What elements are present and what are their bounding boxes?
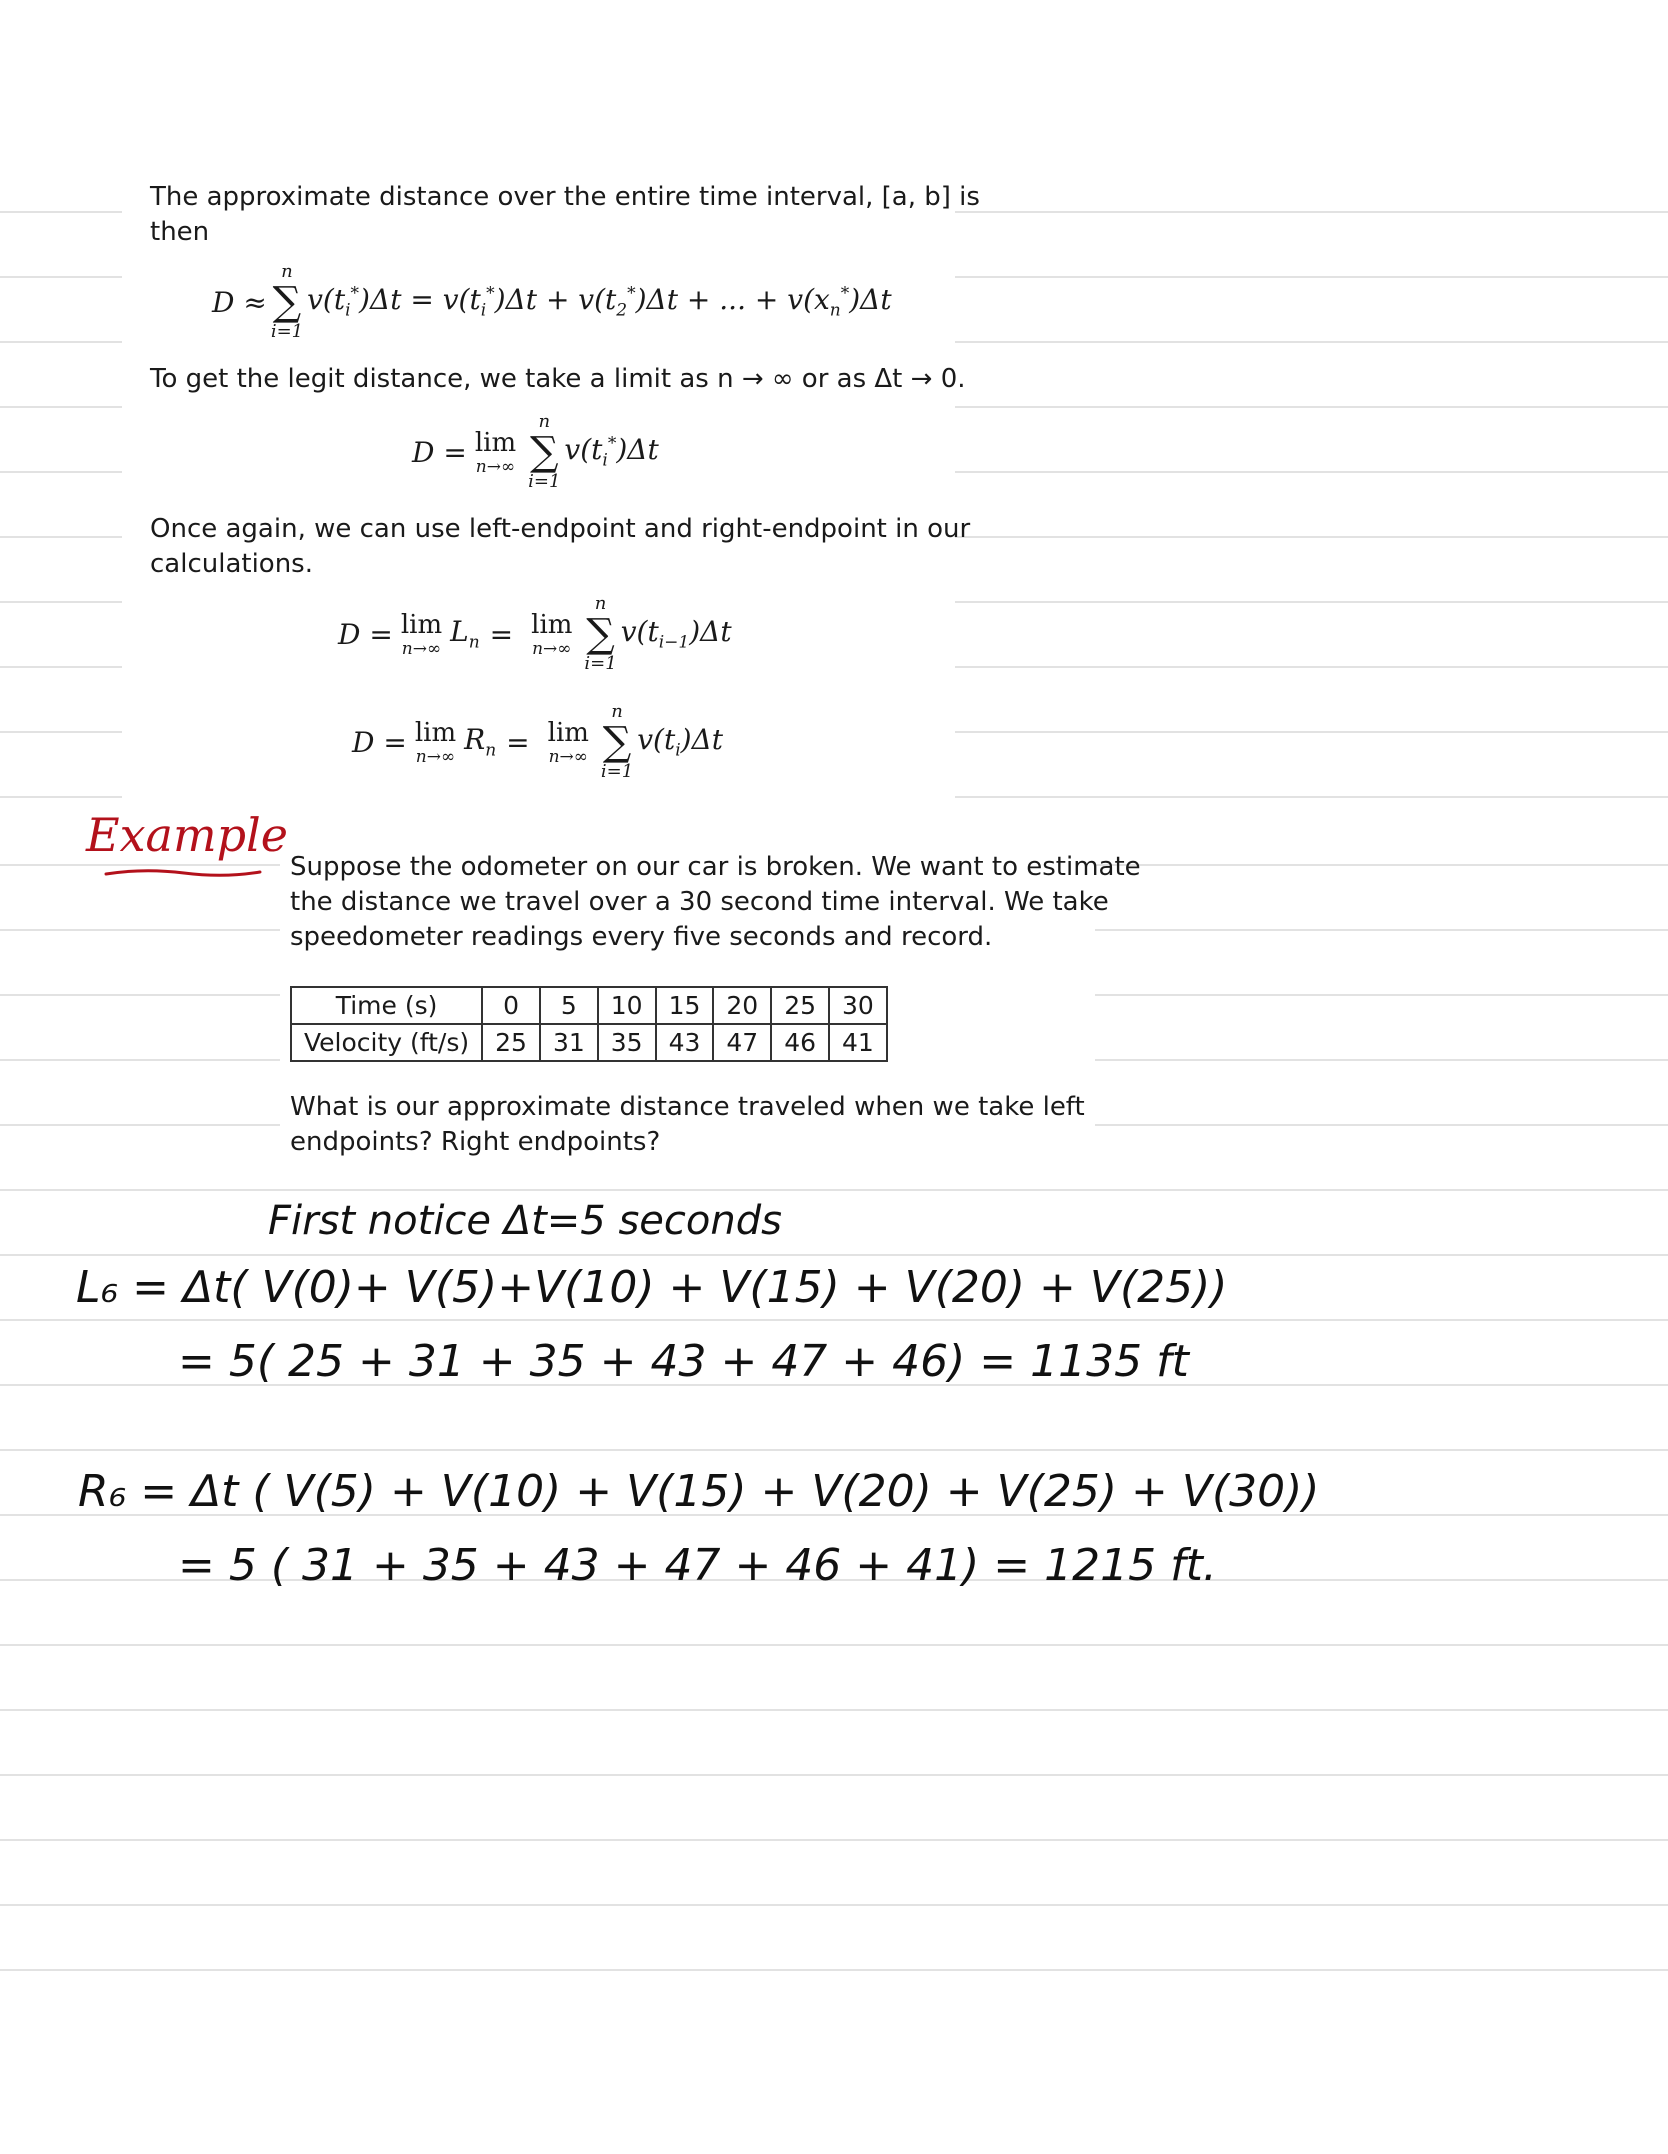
eq2-body-sub: i bbox=[602, 450, 608, 471]
limit-sentence: To get the legit distance, we take a limit as n → ∞ or as Δt → 0. bbox=[150, 364, 966, 394]
table-cell: 46 bbox=[771, 1024, 829, 1061]
table-cell: 41 bbox=[829, 1024, 887, 1061]
eq1-term2-end: )Δt + ... + v(x bbox=[635, 283, 830, 317]
table-cell: 30 bbox=[829, 987, 887, 1024]
handwritten-r6-line-2: = 5 ( 31 + 35 + 43 + 47 + 46 + 41) = 1215 ft. bbox=[178, 1540, 1217, 1591]
eq2-limit bbox=[475, 428, 516, 476]
eq4-equals: = bbox=[506, 725, 530, 759]
table-header-velocity: Velocity (ft/s) bbox=[291, 1024, 482, 1061]
eq1-expression bbox=[307, 283, 892, 321]
eq2-body-end: )Δt bbox=[616, 433, 659, 467]
eq2-sum-top: n bbox=[538, 411, 551, 432]
table-cell: 5 bbox=[540, 987, 598, 1024]
example-line-1: Suppose the odometer on our car is broken. We want to estimate bbox=[290, 852, 1141, 882]
eq4-sum-top: n bbox=[611, 701, 623, 722]
eq3-lhs: D = bbox=[338, 617, 393, 651]
eq2-lim-word: lim bbox=[474, 428, 517, 458]
eq4-sum-bottom: i=1 bbox=[600, 761, 634, 782]
velocity-table bbox=[290, 986, 888, 1062]
eq4-mid: R bbox=[464, 723, 486, 757]
eq4-lim-sub-1: n→∞ bbox=[415, 747, 456, 767]
eq1-term1-sup: * bbox=[486, 283, 495, 304]
equation-riemann-sum bbox=[212, 262, 892, 342]
question-line-2: endpoints? Right endpoints? bbox=[290, 1127, 661, 1157]
eq3-summation bbox=[584, 594, 616, 674]
eq3-lim-sub-1: n→∞ bbox=[401, 639, 442, 659]
table-cell: 15 bbox=[656, 987, 714, 1024]
eq1-term3-sup: * bbox=[840, 283, 850, 304]
eq1-lhs: D ≈ bbox=[212, 285, 267, 319]
eq2-lim-sub: n→∞ bbox=[475, 457, 516, 477]
example-text bbox=[290, 850, 1141, 955]
example-line-2: the distance we travel over a 30 second time interval. We take bbox=[290, 887, 1109, 917]
eq2-body: v(t bbox=[564, 433, 603, 467]
table-cell: 10 bbox=[598, 987, 656, 1024]
eq4-body-sub: i bbox=[675, 740, 681, 761]
table-header-time: Time (s) bbox=[291, 987, 482, 1024]
eq1-term1-sub: i bbox=[480, 300, 487, 321]
question-text bbox=[290, 1090, 1085, 1160]
table-cell: 43 bbox=[656, 1024, 714, 1061]
eq4-limit-1 bbox=[415, 718, 456, 766]
eq3-mid-sub: n bbox=[468, 632, 480, 653]
handwritten-r6-line-1: R₆ = Δt ( V(5) + V(10) + V(15) + V(20) + V(25) + V(30)) bbox=[78, 1466, 1320, 1517]
eq1-sum-top: n bbox=[281, 261, 293, 282]
once-again-line-2: calculations. bbox=[150, 549, 313, 579]
eq1-body-sub: i bbox=[345, 300, 351, 321]
eq3-equals: = bbox=[489, 617, 514, 651]
eq3-body-sub: i−1 bbox=[658, 632, 690, 653]
eq4-mid-sub: n bbox=[485, 740, 497, 761]
eq1-term3-sub: n bbox=[829, 300, 841, 321]
eq1-body-sup: * bbox=[350, 283, 360, 304]
eq4-body-end: )Δt bbox=[680, 723, 724, 757]
eq4-lim-word-1: lim bbox=[414, 718, 457, 748]
eq2-sum-bottom: i=1 bbox=[528, 471, 561, 492]
eq1-body: v(t bbox=[307, 283, 346, 317]
eq4-lhs: D = bbox=[352, 725, 407, 759]
eq1-summation bbox=[271, 262, 303, 342]
eq4-expression bbox=[637, 723, 723, 761]
eq1-term1-end: )Δt + v(t bbox=[494, 283, 617, 317]
eq4-lim-sub-2: n→∞ bbox=[548, 747, 588, 767]
eq3-lim-sub-2: n→∞ bbox=[532, 639, 572, 659]
eq3-mid: L bbox=[450, 615, 469, 649]
eq3-lim-word-1: lim bbox=[400, 610, 443, 640]
eq3-sum-bottom: i=1 bbox=[584, 653, 617, 674]
eq4-limit-2 bbox=[548, 718, 589, 766]
once-again-line-1: Once again, we can use left-endpoint and right-endpoint in our bbox=[150, 514, 971, 544]
example-underline bbox=[104, 866, 264, 880]
eq3-sum-top: n bbox=[594, 593, 607, 614]
eq3-limit-1 bbox=[401, 610, 442, 658]
equation-limit-sum bbox=[412, 412, 659, 492]
sigma-symbol: ∑ bbox=[586, 611, 615, 657]
eq3-expression bbox=[621, 615, 732, 653]
eq3-body-end: )Δt bbox=[689, 615, 732, 649]
table-cell: 0 bbox=[482, 987, 540, 1024]
sigma-symbol: ∑ bbox=[529, 429, 559, 475]
eq1-term3-end: )Δt bbox=[849, 283, 892, 317]
intro-line-2: then bbox=[150, 217, 210, 247]
eq1-term2-sup: * bbox=[627, 283, 636, 304]
once-again-paragraph bbox=[150, 512, 970, 582]
eq3-lim-word-2: lim bbox=[531, 610, 573, 640]
eq4-body: v(t bbox=[637, 723, 676, 757]
table-cell: 25 bbox=[482, 1024, 540, 1061]
table-cell: 25 bbox=[771, 987, 829, 1024]
example-line-3: speedometer readings every five seconds and record. bbox=[290, 922, 993, 952]
equation-left-endpoint bbox=[338, 594, 732, 674]
sigma-symbol: ∑ bbox=[602, 719, 632, 765]
eq3-body: v(t bbox=[620, 615, 659, 649]
table-cell: 35 bbox=[598, 1024, 656, 1061]
intro-paragraph bbox=[150, 180, 980, 250]
table-row-time bbox=[291, 987, 887, 1024]
eq4-lim-word-2: lim bbox=[547, 718, 589, 748]
eq4-summation bbox=[601, 702, 633, 782]
table-cell: 20 bbox=[713, 987, 771, 1024]
handwritten-l6-line-1: L₆ = Δt( V(0)+ V(5)+V(10) + V(15) + V(20) + V(25)) bbox=[76, 1262, 1228, 1313]
eq2-body-sup: * bbox=[607, 433, 617, 454]
eq2-expression bbox=[564, 433, 658, 471]
eq1-sum-bottom: i=1 bbox=[270, 321, 304, 342]
example-label: Example bbox=[86, 808, 288, 862]
handwritten-l6-line-2: = 5( 25 + 31 + 35 + 43 + 47 + 46) = 1135 ft bbox=[178, 1336, 1189, 1387]
eq1-term2-sub: 2 bbox=[616, 300, 628, 321]
handwritten-notice: First notice Δt=5 seconds bbox=[268, 1198, 782, 1244]
eq2-lhs: D = bbox=[412, 435, 467, 469]
eq1-body-end: )Δt = v(t bbox=[359, 283, 481, 317]
table-cell: 47 bbox=[713, 1024, 771, 1061]
eq3-limit-2 bbox=[531, 610, 572, 658]
table-cell: 31 bbox=[540, 1024, 598, 1061]
eq2-summation bbox=[528, 412, 560, 492]
equation-right-endpoint bbox=[352, 702, 723, 782]
sigma-symbol: ∑ bbox=[272, 279, 302, 325]
table-row-velocity bbox=[291, 1024, 887, 1061]
question-line-1: What is our approximate distance traveled when we take left bbox=[290, 1092, 1085, 1122]
intro-line-1: The approximate distance over the entire time interval, [a, b] is bbox=[150, 182, 980, 212]
